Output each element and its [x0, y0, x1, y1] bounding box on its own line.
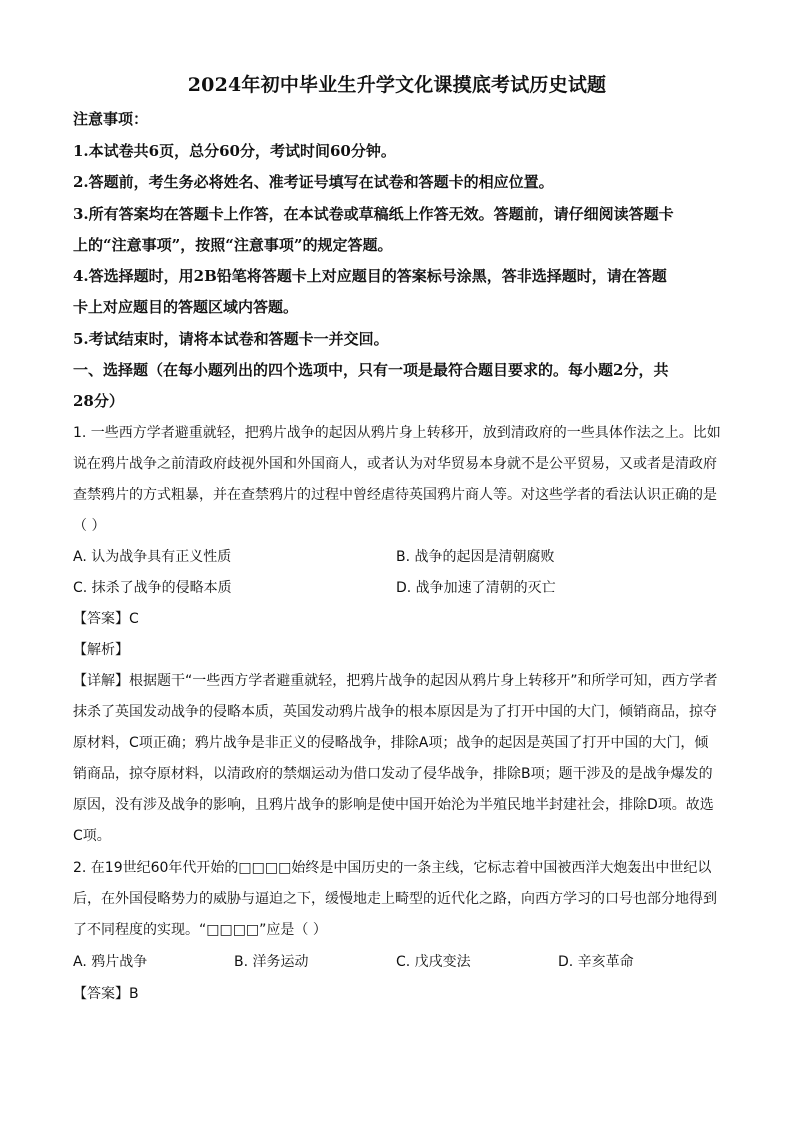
detail-line: 销商品，掠夺原材料，以清政府的禁烟运动为借口发动了侵华战争，排除B项；题干涉及的是战争爆发的	[73, 766, 713, 782]
detail-line: C项。	[73, 828, 111, 844]
question-stem: 说在鸦片战争之前清政府歧视外国和外国商人，或者认为对华贸易本身就不是公平贸易，又或者是清政府	[73, 456, 717, 472]
option-b: B. 洋务运动	[234, 954, 309, 970]
question-stem: 1. 一些西方学者避重就轻，把鸦片战争的起因从鸦片身上转移开，放到清政府的一些具体作法之上。比如	[73, 425, 721, 441]
detail-line: 抹杀了英国发动战争的侵略本质，英国发动鸦片战争的根本原因是为了打开中国的大门，倾销商品，掠夺	[73, 704, 717, 720]
option-d: D. 辛亥革命	[558, 954, 634, 970]
question-stem: 2. 在19世纪60年代开始的□□□□始终是中国历史的一条主线，它标志着中国被西洋大炮轰出中世纪以	[73, 860, 712, 876]
notice-line: 卡上对应题目的答题区域内答题。	[73, 298, 299, 316]
page-title: 2024年初中毕业生升学文化课摸底考试历史试题	[187, 74, 607, 96]
option-a: A. 鸦片战争	[73, 954, 148, 970]
notice-line: 3.所有答案均在答题卡上作答，在本试卷或草稿纸上作答无效。答题前，请仔细阅读答题卡	[73, 205, 674, 223]
section-heading: 28分）	[73, 392, 124, 410]
detail-line: 原因，没有涉及战争的影响，且鸦片战争的影响是使中国开始沦为半殖民地半封建社会，排除D项。故选	[73, 797, 714, 813]
option-d: D. 战争加速了清朝的灭亡	[396, 580, 556, 596]
detail-line: 原材料，C项正确；鸦片战争是非正义的侵略战争，排除A项；战争的起因是英国了打开中国的大门，倾	[73, 735, 709, 751]
notice-line: 上的“注意事项”，按照“注意事项”的规定答题。	[73, 236, 393, 254]
answer-label: 【答案】B	[73, 986, 139, 1002]
analysis-label: 【解析】	[73, 642, 129, 658]
notice-line: 1.本试卷共6页，总分60分，考试时间60分钟。	[73, 142, 396, 160]
section-heading: 一、选择题（在每小题列出的四个选项中，只有一项是最符合题目要求的。每小题2分，共	[73, 361, 669, 379]
question-stem: （ ）	[73, 518, 106, 534]
option-c: C. 戊戌变法	[396, 954, 471, 970]
notice-line: 2.答题前，考生务必将姓名、准考证号填写在试卷和答题卡的相应位置。	[73, 173, 554, 191]
option-a: A. 认为战争具有正义性质	[73, 549, 232, 565]
notice-line: 5.考试结束时，请将本试卷和答题卡一并交回。	[73, 330, 389, 348]
answer-label: 【答案】C	[73, 611, 139, 627]
question-stem: 查禁鸦片的方式粗暴，并在查禁鸦片的过程中曾经虐待英国鸦片商人等。对这些学者的看法认识正确的是	[73, 487, 717, 503]
option-c: C. 抹杀了战争的侵略本质	[73, 580, 232, 596]
detail-line: 【详解】根据题干“一些西方学者避重就轻，把鸦片战争的起因从鸦片身上转移开”和所学可知，西方学者	[73, 673, 718, 689]
notice-line: 4.答选择题时，用2B铅笔将答题卡上对应题目的答案标号涂黑，答非选择题时，请在答题	[73, 267, 667, 285]
notice-heading: 注意事项：	[73, 110, 149, 128]
question-stem: 后，在外国侵略势力的威胁与逼迫之下，缓慢地走上畸型的近代化之路，向西方学习的口号也部分地得到	[73, 891, 717, 907]
question-stem: 了不同程度的实现。“□□□□”应是（ ）	[73, 922, 327, 938]
option-b: B. 战争的起因是清朝腐败	[396, 549, 555, 565]
